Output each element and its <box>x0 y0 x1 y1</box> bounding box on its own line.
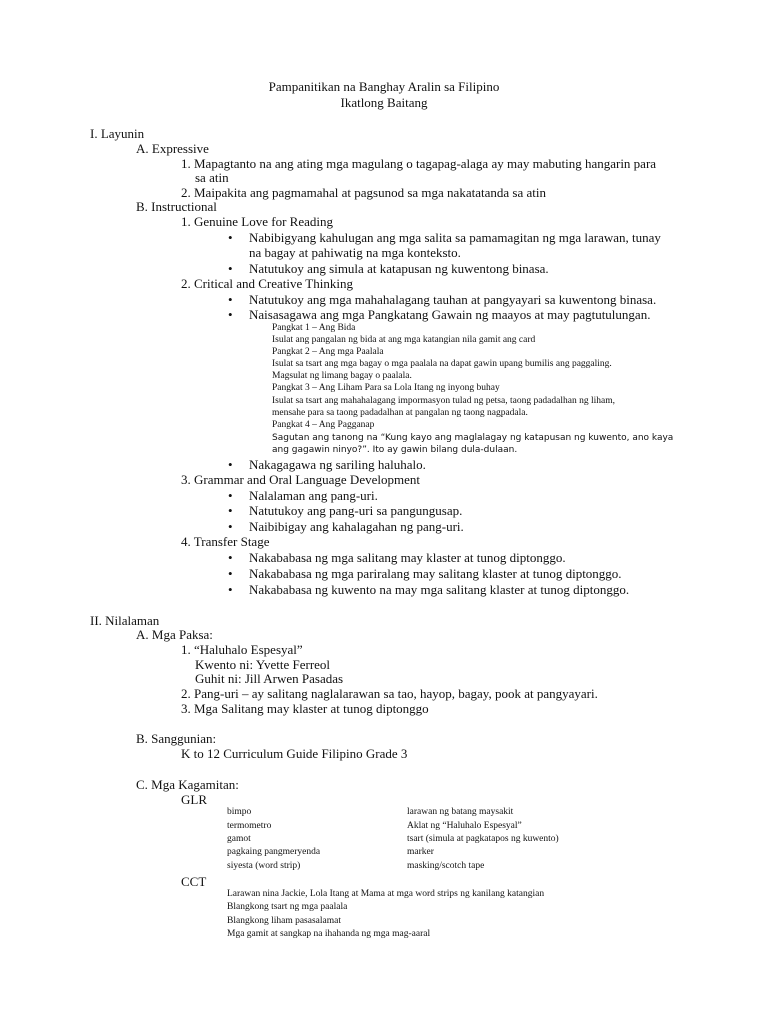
expressive-item-2: 2. Maipakita ang pagmamahal at pagsunod sa mga nakatatanda sa atin <box>181 185 546 200</box>
glr-label: GLR <box>181 792 207 807</box>
pangkat-line: mensahe para sa taong padadalhan at pangalan ng taong nagpadala. <box>272 408 528 418</box>
bullet-item: • Nalalaman ang pang-uri. <box>249 488 378 503</box>
paksa-author: Kwento ni: Yvette Ferreol <box>195 657 331 672</box>
bullet-item: • Naisasagawa ang mga Pangkatang Gawain ng maayos at may pagtutulungan. <box>249 307 650 322</box>
expressive-item-1: 1. Mapagtanto na ang ating mga magulang o tagapag-alaga ay may mabuting hangarin para <box>181 156 657 171</box>
cct-item: Blangkong tsart ng mga paalala <box>227 902 348 912</box>
glr-left-item: gamot <box>227 834 251 844</box>
glr-left-item: bimpo <box>227 807 252 817</box>
document-subtitle: Ikatlong Baitang <box>340 95 428 110</box>
section-heading-nilalaman: II. Nilalaman <box>90 613 160 628</box>
instructional-item-3: 3. Grammar and Oral Language Development <box>181 472 420 487</box>
pangkat-line: Isulat sa tsart ang mahahalagang impormasyon tulad ng petsa, taong padadalhan ng liham, <box>272 396 615 406</box>
glr-left-item: termometro <box>227 821 272 831</box>
pangkat-line: Pangkat 3 – Ang Liham Para sa Lola Itang ng inyong buhay <box>272 383 500 393</box>
cct-label: CCT <box>181 874 207 889</box>
bullet-item: • Natutukoy ang pang-uri sa pangungusap. <box>249 503 462 518</box>
cct-item: Blangkong liham pasasalamat <box>227 916 341 926</box>
pangkat-line: Pangkat 2 – Ang mga Paalala <box>272 347 384 357</box>
subheading-expressive: A. Expressive <box>136 141 209 156</box>
section-heading-layunin: I. Layunin <box>90 126 145 141</box>
bullet-item: • Natutukoy ang mga mahahalagang tauhan at pangyayari sa kuwentong binasa. <box>249 292 656 307</box>
bullet-item: • Nakababasa ng kuwento na may mga salitang klaster at tunog diptonggo. <box>249 582 629 597</box>
pangkat-line: Isulat ang pangalan ng bida at ang mga katangian nila gamit ang card <box>272 335 536 345</box>
subheading-mga-kagamitan: C. Mga Kagamitan: <box>136 777 239 792</box>
glr-right-item: masking/scotch tape <box>407 861 485 871</box>
pangkat-line: Pangkat 4 – Ang Pagganap <box>272 420 375 430</box>
paksa-item-1: 1. “Haluhalo Espesyal” <box>181 642 303 657</box>
bullet-item: • Nakagagawa ng sariling haluhalo. <box>249 457 426 472</box>
subheading-instructional: B. Instructional <box>136 199 217 214</box>
expressive-item-1-cont: sa atin <box>195 170 229 185</box>
bullet-item: • Nabibigyang kahulugan ang mga salita sa pamamagitan ng mga larawan, tunay <box>249 230 661 245</box>
paksa-item-3: 3. Mga Salitang may klaster at tunog diptonggo <box>181 701 429 716</box>
instructional-item-4: 4. Transfer Stage <box>181 534 270 549</box>
bullet-item-cont: na bagay at pahiwatig na mga konteksto. <box>249 245 461 260</box>
pangkat-line: Isulat sa tsart ang mga bagay o mga paalala na dapat gawin upang bumilis ang paggaling. <box>272 359 612 369</box>
glr-right-item: larawan ng batang maysakit <box>407 807 514 817</box>
subheading-mga-paksa: A. Mga Paksa: <box>136 627 213 642</box>
glr-left-item: pagkaing pangmeryenda <box>227 847 321 857</box>
glr-left-item: siyesta (word strip) <box>227 861 301 871</box>
paksa-illustrator: Guhit ni: Jill Arwen Pasadas <box>195 671 344 686</box>
paksa-item-2: 2. Pang-uri – ay salitang naglalarawan sa tao, hayop, bagay, pook at pangyayari. <box>181 686 598 701</box>
pangkat-4-question: Sagutan ang tanong na “Kung kayo ang maglalagay ng katapusan ng kuwento, ano kaya <box>272 433 674 443</box>
cct-item: Larawan nina Jackie, Lola Itang at Mama at mga word strips ng kanilang katangian <box>227 889 545 899</box>
bullet-item: • Natutukoy ang simula at katapusan ng kuwentong binasa. <box>249 261 549 276</box>
instructional-item-2: 2. Critical and Creative Thinking <box>181 276 353 291</box>
bullet-item: • Nakababasa ng mga salitang may klaster at tunog diptonggo. <box>249 550 566 565</box>
subheading-sanggunian: B. Sanggunian: <box>136 731 217 746</box>
glr-right-item: marker <box>407 847 434 857</box>
pangkat-line: Pangkat 1 – Ang Bida <box>272 323 356 333</box>
bullet-item: • Nakababasa ng mga pariralang may salitang klaster at tunog diptonggo. <box>249 566 622 581</box>
document-title: Pampanitikan na Banghay Aralin sa Filipino <box>268 79 500 94</box>
cct-item: Mga gamit at sangkap na ihahanda ng mga mag-aaral <box>227 929 431 939</box>
glr-right-item: tsart (simula at pagkatapos ng kuwento) <box>407 834 559 844</box>
pangkat-line: Magsulat ng limang bagay o paalala. <box>272 371 412 381</box>
instructional-item-1: 1. Genuine Love for Reading <box>181 214 333 229</box>
bullet-item: • Naibibigay ang kahalagahan ng pang-uri. <box>249 519 464 534</box>
pangkat-4-question-cont: ang gagawin ninyo?”. Ito ay gawin bilang dula-dulaan. <box>272 445 518 455</box>
glr-right-item: Aklat ng “Haluhalo Espesyal” <box>407 821 522 831</box>
sanggunian-reference: K to 12 Curriculum Guide Filipino Grade 3 <box>181 746 408 761</box>
